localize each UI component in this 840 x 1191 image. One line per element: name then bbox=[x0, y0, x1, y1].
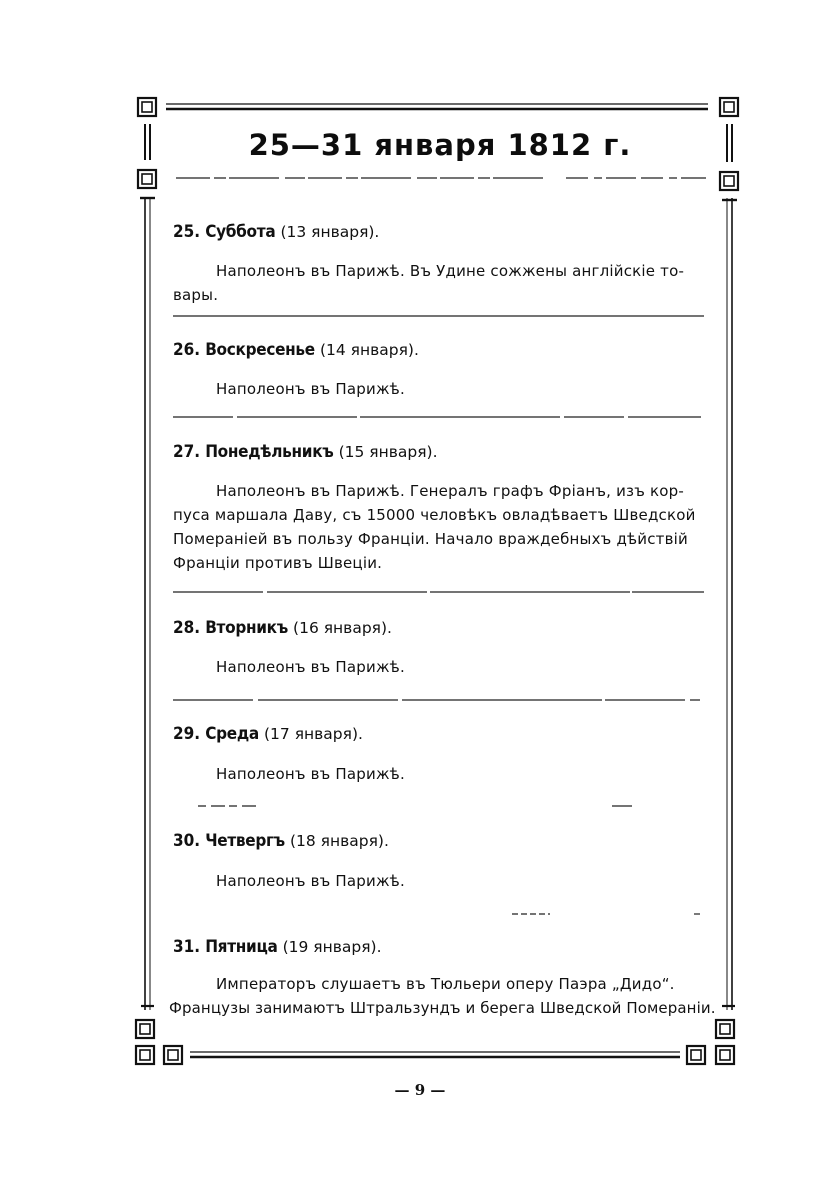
entry-text-line: Наполеонъ въ Парижѣ. bbox=[216, 380, 405, 398]
corner-square-ornament bbox=[138, 170, 156, 188]
entry-old-date: (16 января). bbox=[293, 619, 392, 637]
entry-day: Суббота bbox=[205, 222, 276, 242]
entry-heading bbox=[173, 340, 419, 360]
entry-day: Понедѣльникъ bbox=[205, 442, 334, 462]
entry-heading bbox=[173, 724, 363, 744]
entry-old-date: (19 января). bbox=[282, 938, 382, 956]
entry-old-date: (13 января). bbox=[280, 223, 380, 241]
entry-text-line: Наполеонъ въ Парижѣ. bbox=[216, 658, 405, 676]
corner-square-ornament bbox=[720, 98, 738, 116]
entry-number: 31. bbox=[173, 937, 201, 957]
entry-text-line: Наполеонъ въ Парижѣ. Въ Удине сожжены англійскіе то- bbox=[216, 262, 685, 280]
entry-heading bbox=[173, 222, 379, 242]
entry-text-line: Наполеонъ въ Парижѣ. bbox=[216, 765, 405, 783]
entry-day: Пятница bbox=[205, 937, 278, 957]
entry-old-date: (17 января). bbox=[264, 725, 363, 743]
entry-heading bbox=[173, 618, 392, 638]
entry-text-line: Помераніей въ пользу Франціи. Начало враждебныхъ дѣйствій bbox=[173, 530, 688, 548]
corner-square-ornament bbox=[716, 1020, 734, 1038]
entry-number: 29. bbox=[173, 724, 201, 744]
entry-day: Четвергъ bbox=[205, 831, 285, 851]
entry-heading bbox=[173, 831, 389, 851]
entry-number: 28. bbox=[173, 618, 201, 638]
entry-text-line: Французы занимаютъ Штральзундъ и берега Шведской Помераніи. bbox=[169, 999, 716, 1017]
entry-text-line: Франціи противъ Швеціи. bbox=[173, 554, 383, 572]
entry-old-date: (14 января). bbox=[319, 341, 419, 359]
entry-text-line: Наполеонъ въ Парижѣ. bbox=[216, 872, 405, 890]
corner-square-ornament bbox=[136, 1046, 154, 1064]
page-title: 25—31 января 1812 г. bbox=[248, 128, 632, 162]
corner-square-ornament bbox=[687, 1046, 705, 1064]
corner-square-ornament bbox=[720, 172, 738, 190]
entry-heading bbox=[173, 442, 438, 462]
entry-text-line: Императоръ слушаетъ въ Тюльери оперу Паэра „Дидо“. bbox=[216, 975, 675, 993]
corner-square-ornament bbox=[164, 1046, 182, 1064]
entry-text-line: пуса маршала Даву, съ 15000 человѣкъ овладѣваетъ Шведской bbox=[173, 506, 696, 524]
entry-day: Среда bbox=[205, 724, 259, 744]
entry-old-date: (15 января). bbox=[338, 443, 438, 461]
entry-number: 25. bbox=[173, 222, 201, 242]
page-number: — 9 — bbox=[394, 1081, 446, 1099]
entry-day: Вторникъ bbox=[205, 618, 288, 638]
entry-text-line: вары. bbox=[173, 286, 219, 304]
corner-square-ornament bbox=[136, 1020, 154, 1038]
entry-number: 27. bbox=[173, 442, 201, 462]
entry-old-date: (18 января). bbox=[289, 832, 389, 850]
entry-heading bbox=[173, 937, 382, 957]
entry-text-line: Наполеонъ въ Парижѣ. Генералъ графъ Фріанъ, изъ кор- bbox=[216, 482, 684, 500]
entry-day: Воскресенье bbox=[205, 340, 315, 360]
entry-number: 26. bbox=[173, 340, 201, 360]
corner-square-ornament bbox=[138, 98, 156, 116]
entry-number: 30. bbox=[173, 831, 201, 851]
corner-square-ornament bbox=[716, 1046, 734, 1064]
